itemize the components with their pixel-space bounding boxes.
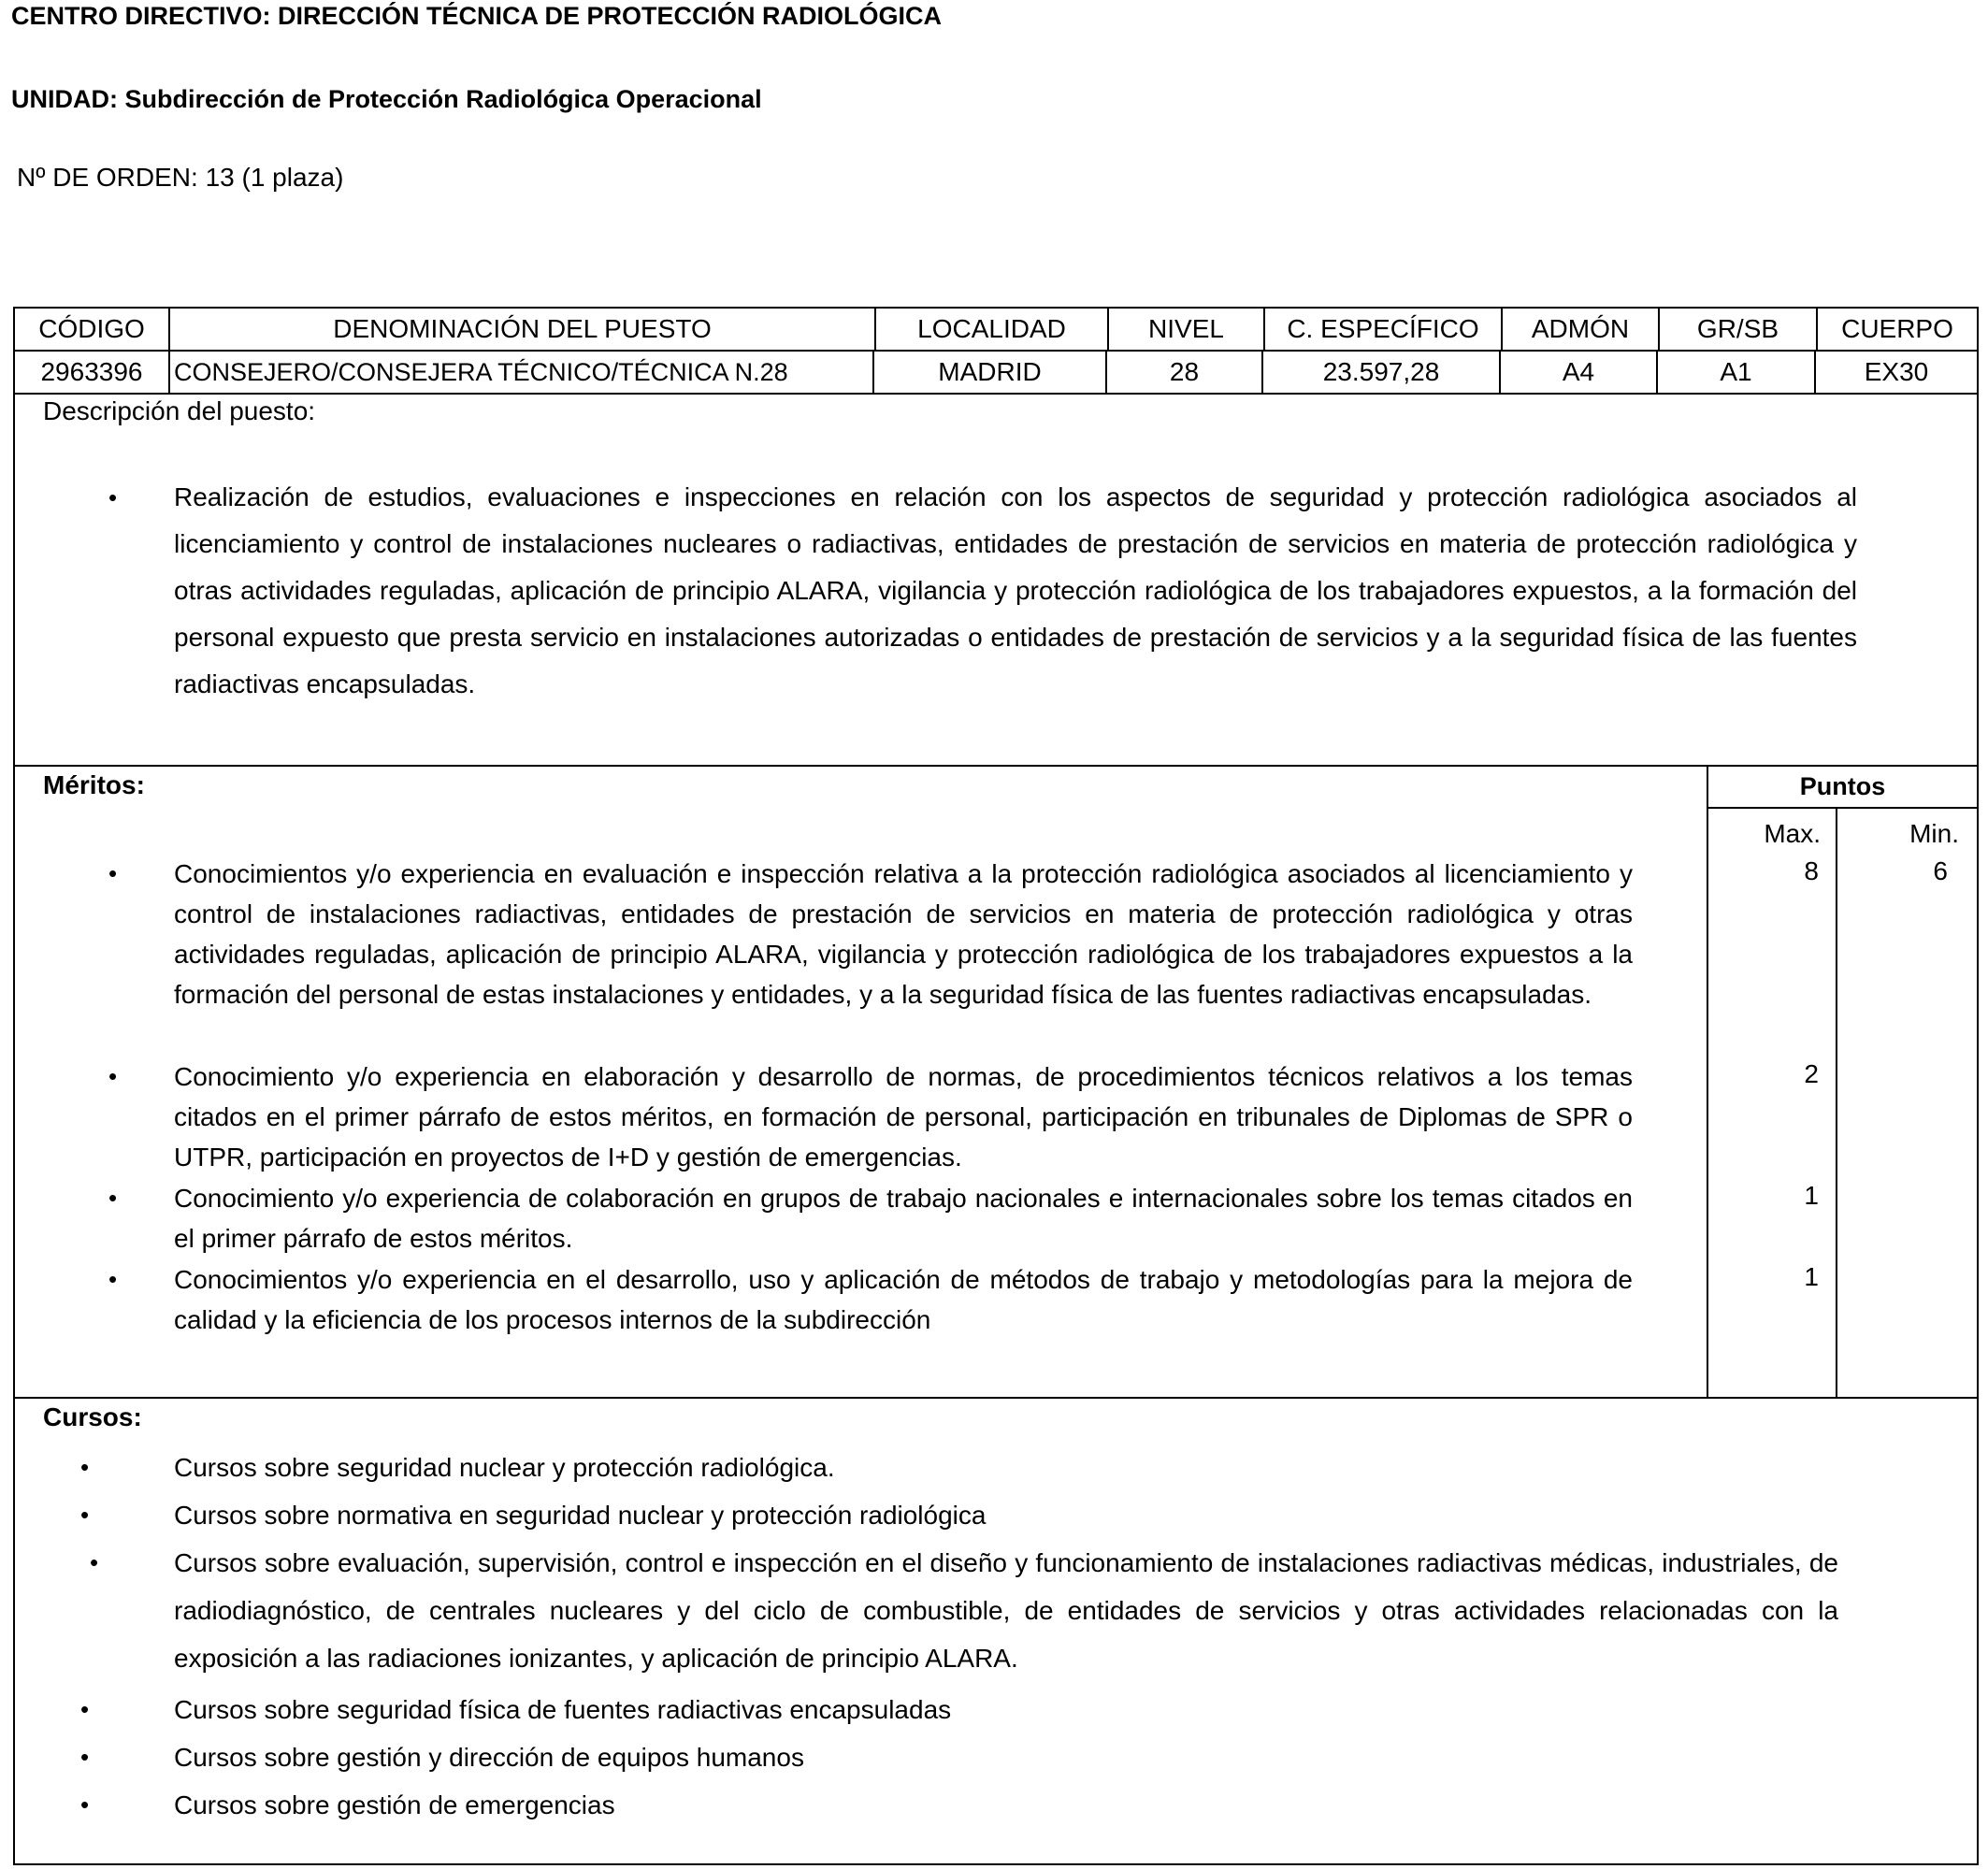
max-value: 1: [1804, 1181, 1819, 1210]
cell-codigo: 2963396: [15, 352, 170, 393]
cell-cuerpo: EX30: [1864, 357, 1929, 386]
col-grsb: GR/SB: [1660, 309, 1818, 350]
list-item: [15, 1491, 1838, 1539]
divider: [1836, 807, 1837, 1397]
table-header-row: [15, 309, 1977, 352]
curso-text: Cursos sobre seguridad nuclear y protección radiológica.: [174, 1453, 835, 1482]
descripcion-label: Descripción del puesto:: [43, 396, 316, 425]
merito-text: Conocimientos y/o experiencia en el desarrollo, uso y aplicación de métodos de trabajo y metodologías para la mejora de calidad y la eficiencia de los procesos internos de la subdirección: [174, 1265, 1633, 1334]
max-value: 8: [1804, 856, 1819, 885]
puntos-header: Puntos: [1799, 772, 1886, 800]
col-especifico: C. ESPECÍFICO: [1265, 309, 1503, 350]
col-codigo: CÓDIGO: [15, 309, 170, 350]
unidad: UNIDAD: Subdirección de Protección Radiológica Operacional: [11, 85, 762, 113]
table-row: [15, 352, 1977, 395]
list-item: [15, 1781, 1838, 1829]
numero-orden: Nº DE ORDEN: 13 (1 plaza): [17, 163, 344, 192]
bullet-icon: •: [108, 1184, 118, 1212]
curso-text: Cursos sobre evaluación, supervisión, control e inspección en el diseño y funcionamiento de instalaciones radiactivas médicas, industriales, de radiodiagnóstico, de centrales nucleares y del ciclo de combustible, de entidades de servicios y otras actividades relacionadas con la exposición a las radiaciones ionizantes, y aplicación de principio ALARA.: [174, 1548, 1838, 1673]
max-header: Max.: [1764, 819, 1821, 848]
col-admon: ADMÓN: [1503, 309, 1660, 350]
merito-text: Conocimientos y/o experiencia en evaluación e inspección relativa a la protección radiológica asociados al licenciamiento y control de instalaciones radiactivas, entidades de prestación de servicios en materia de protección radiológica y otras actividades reguladas, aplicación de principio ALARA, vigilancia y protección radiológica de los trabajadores expuestos a la formación del personal de estas instalaciones y entidades, y a la seguridad física de las fuentes radiactivas encapsuladas.: [174, 859, 1633, 1009]
descripcion-section: [15, 395, 1977, 767]
meritos-label: Méritos:: [43, 770, 145, 799]
list-item: [15, 1444, 1838, 1491]
max-value: 1: [1804, 1262, 1819, 1291]
list-item: [15, 1733, 1838, 1781]
list-item: [15, 1057, 1633, 1178]
list-item: [15, 474, 1857, 708]
col-localidad: LOCALIDAD: [876, 309, 1109, 350]
merito-text: Conocimiento y/o experiencia en elaboración y desarrollo de normas, de procedimientos técnicos relativos a los temas citados en el primer párrafo de estos méritos, en formación de personal, participación en tribunales de Diplomas de SPR o UTPR, participación en proyectos de I+D y gestión de emergencias.: [174, 1062, 1633, 1172]
cursos-section: [15, 1399, 1977, 1863]
centro-directivo: CENTRO DIRECTIVO: DIRECCIÓN TÉCNICA DE PROTECCIÓN RADIOLÓGICA: [11, 2, 943, 30]
divider: [1707, 807, 1977, 809]
curso-text: Cursos sobre gestión de emergencias: [174, 1790, 615, 1819]
descripcion-text: Realización de estudios, evaluaciones e inspecciones en relación con los aspectos de seguridad y protección radiológica asociados al licenciamiento y control de instalaciones nucleares o radiactivas, entidades de prestación de servicios en materia de protección radiológica y otras actividades reguladas, aplicación de principio ALARA, vigilancia y protección radiológica de los trabajadores expuestos, a la formación del personal expuesto que presta servicio en instalaciones autorizadas o entidades de prestación de servicios y a la seguridad física de las fuentes radiactivas encapsuladas.: [174, 482, 1857, 698]
cell-nivel: 28: [1107, 352, 1263, 393]
col-nivel: NIVEL: [1109, 309, 1265, 350]
cell-admon: A4: [1501, 352, 1658, 393]
cell-denominacion: CONSEJERO/CONSEJERA TÉCNICO/TÉCNICA N.28: [170, 352, 874, 393]
list-item: [15, 854, 1633, 1057]
list-item: [15, 1539, 1838, 1682]
bullet-icon: •: [80, 1790, 90, 1819]
max-value: 2: [1804, 1059, 1819, 1088]
col-cuerpo: CUERPO: [1841, 314, 1953, 343]
bullet-icon: •: [108, 483, 118, 511]
bullet-icon: •: [80, 1695, 90, 1723]
cell-especifico: 23.597,28: [1263, 352, 1501, 393]
meritos-section: [15, 767, 1977, 1399]
curso-text: Cursos sobre seguridad física de fuentes radiactivas encapsuladas: [174, 1695, 952, 1724]
bullet-icon: •: [80, 1453, 90, 1481]
curso-text: Cursos sobre normativa en seguridad nuclear y protección radiológica: [174, 1501, 987, 1530]
cell-localidad: MADRID: [874, 352, 1107, 393]
cell-grsb: A1: [1658, 352, 1816, 393]
bullet-icon: •: [108, 1265, 118, 1293]
list-item: [15, 1259, 1633, 1340]
list-item: [15, 1686, 1838, 1733]
col-denominacion: DENOMINACIÓN DEL PUESTO: [170, 309, 876, 350]
curso-text: Cursos sobre gestión y dirección de equipos humanos: [174, 1743, 804, 1772]
bullet-icon: •: [80, 1501, 90, 1529]
job-table: [13, 307, 1979, 1865]
cursos-label: Cursos:: [43, 1402, 142, 1431]
bullet-icon: •: [80, 1743, 90, 1771]
min-header: Min.: [1909, 819, 1959, 848]
list-item: [15, 1178, 1633, 1259]
bullet-icon: •: [90, 1548, 99, 1576]
merito-text: Conocimiento y/o experiencia de colaboración en grupos de trabajo nacionales e internacionales sobre los temas citados en el primer párrafo de estos méritos.: [174, 1184, 1633, 1253]
bullet-icon: •: [108, 1062, 118, 1090]
bullet-icon: •: [108, 859, 118, 887]
min-value: 6: [1933, 856, 1948, 885]
